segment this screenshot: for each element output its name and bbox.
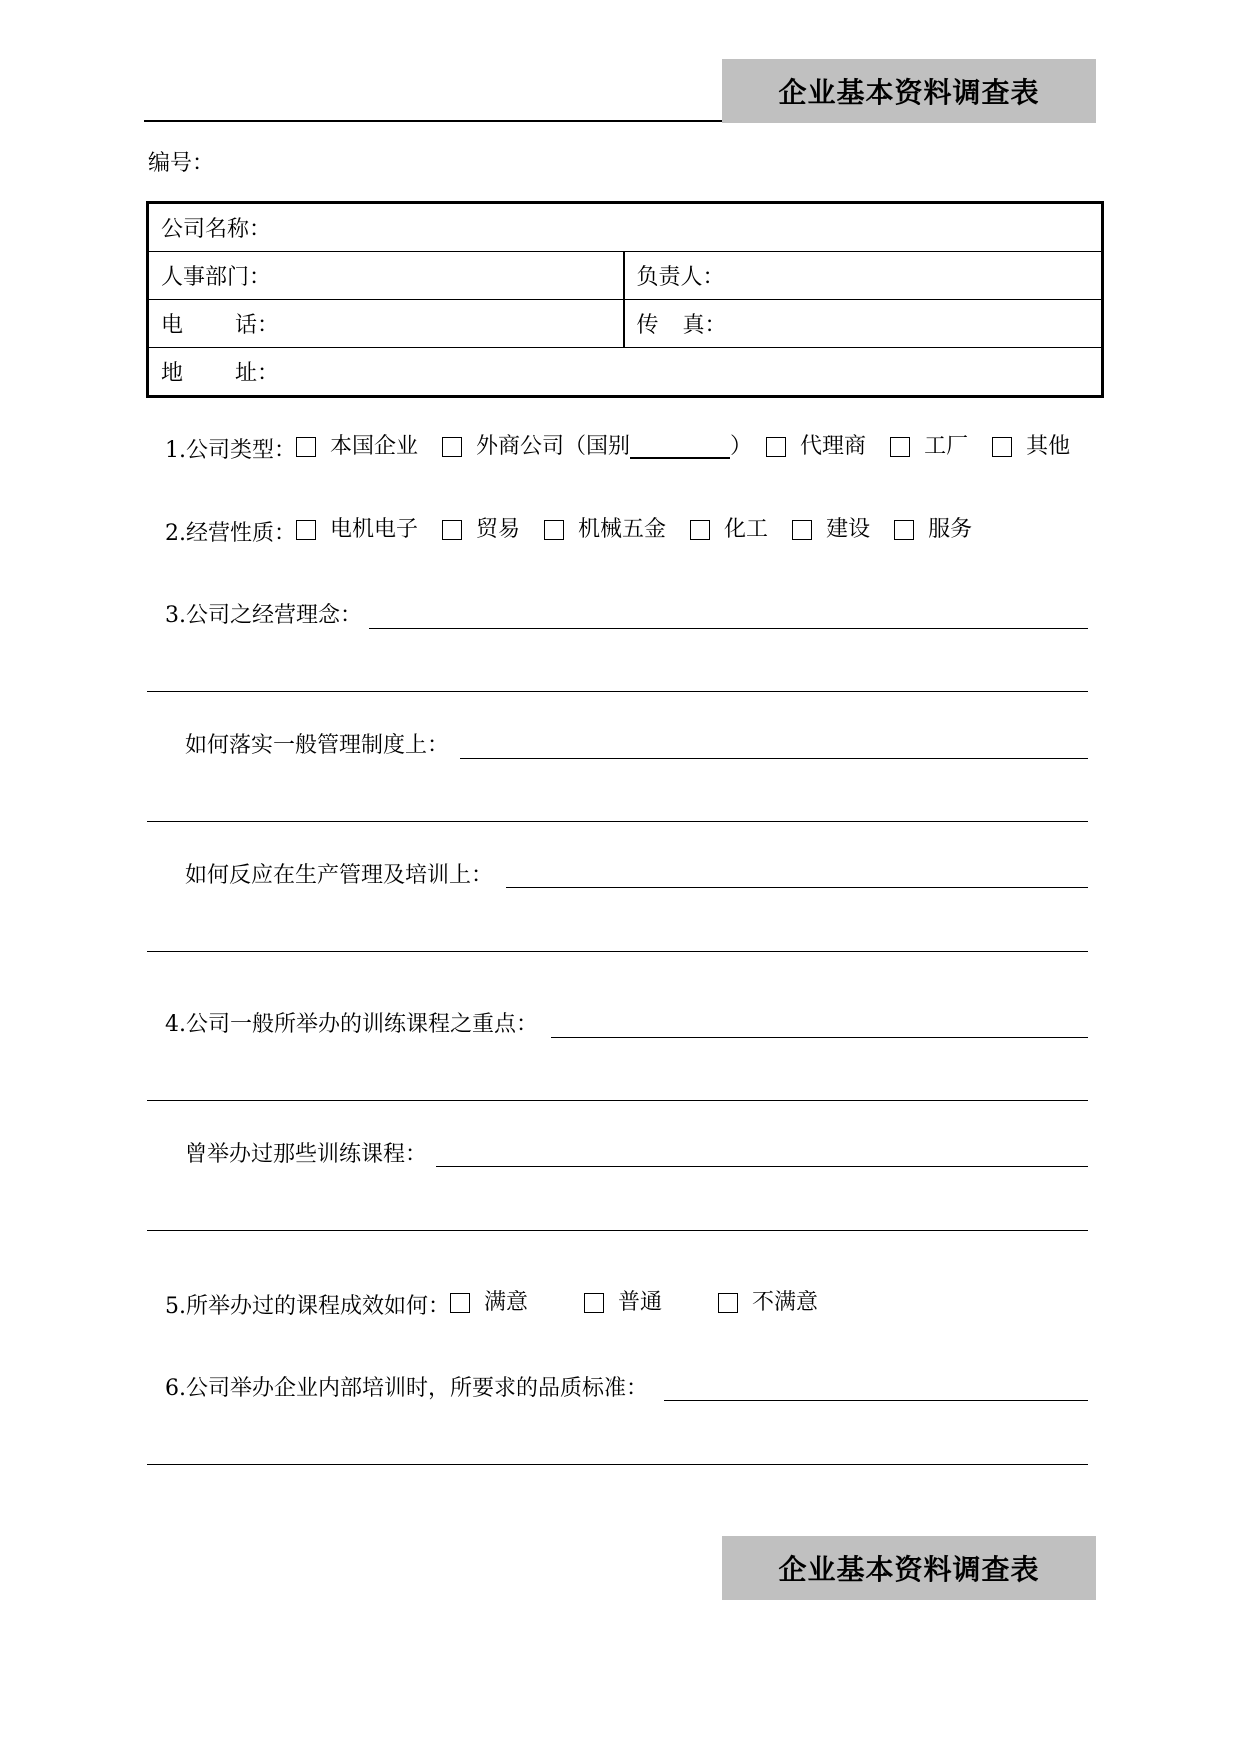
address-label-b: 址： xyxy=(235,361,280,386)
q6-answer-line-1[interactable] xyxy=(664,1400,1088,1401)
q3-label: 3.公司之经营理念： xyxy=(165,603,362,628)
q5-label: 5.所举办过的课程成效如何： xyxy=(165,1294,450,1319)
header-rule xyxy=(144,120,722,122)
q6-label: 6.公司举办企业内部培训时，所要求的品质标准： xyxy=(165,1376,648,1401)
company-name-field[interactable] xyxy=(148,203,1103,252)
q3-sub1-answer-line-1[interactable] xyxy=(460,758,1088,759)
q3-answer-line-2[interactable] xyxy=(147,691,1088,692)
q1-row xyxy=(165,432,1070,466)
q4-sub1-label: 曾举办过那些训练课程： xyxy=(185,1142,428,1167)
fax-label-b: 真： xyxy=(682,313,727,338)
q3-sub2-answer-line-2[interactable] xyxy=(147,951,1088,952)
q3-sub2-answer-line-1[interactable] xyxy=(506,887,1088,888)
q1-checkbox-factory[interactable] xyxy=(890,437,910,457)
q3-answer-line-1[interactable] xyxy=(369,628,1088,629)
q4-answer-line-2[interactable] xyxy=(147,1100,1088,1101)
q2-checkbox-construction[interactable] xyxy=(792,520,812,540)
q2-checkbox-electronics[interactable] xyxy=(296,520,316,540)
q3-sub1-answer-line-2[interactable] xyxy=(147,821,1088,822)
address-field[interactable] xyxy=(148,348,1103,397)
q2-label: 2.经营性质： xyxy=(165,521,296,546)
q1-option-factory: 工厂 xyxy=(924,434,969,459)
q2-option-service: 服务 xyxy=(928,517,973,542)
q2-checkbox-service[interactable] xyxy=(894,520,914,540)
q1-checkbox-domestic[interactable] xyxy=(296,437,316,457)
phone-field[interactable] xyxy=(148,300,624,348)
q4-label: 4.公司一般所举办的训练课程之重点： xyxy=(165,1012,538,1037)
q1-option-other: 其他 xyxy=(1026,434,1071,459)
company-info-table xyxy=(146,201,1104,398)
q1-country-input[interactable] xyxy=(630,435,730,459)
fax-label-a: 传 xyxy=(636,313,659,338)
phone-label-b: 话： xyxy=(235,313,280,338)
q6-answer-line-2[interactable] xyxy=(147,1464,1088,1465)
q2-checkbox-trade[interactable] xyxy=(442,520,462,540)
fax-field[interactable] xyxy=(624,300,1103,348)
q2-option-chemical: 化工 xyxy=(724,517,769,542)
q5-checkbox-average[interactable] xyxy=(584,1293,604,1313)
q1-checkbox-foreign[interactable] xyxy=(442,437,462,457)
q4-sub1-answer-line-1[interactable] xyxy=(436,1166,1088,1167)
person-in-charge-label: 负责人： xyxy=(636,265,725,290)
q1-label: 1.公司类型： xyxy=(165,438,296,463)
q5-option-unsatisfied: 不满意 xyxy=(752,1290,819,1315)
q5-checkbox-unsatisfied[interactable] xyxy=(718,1293,738,1313)
phone-label-a: 电 xyxy=(161,313,184,338)
q2-option-construction: 建设 xyxy=(826,517,871,542)
q2-option-trade: 贸易 xyxy=(476,517,521,542)
serial-label: 编号： xyxy=(148,151,215,176)
q2-option-electronics: 电机电子 xyxy=(330,517,419,542)
footer-title: 企业基本资料调查表 xyxy=(722,1536,1096,1600)
q1-option-foreign: 外商公司（国别 xyxy=(476,434,631,459)
q3-sub2-label: 如何反应在生产管理及培训上： xyxy=(185,863,494,888)
q4-answer-line-1[interactable] xyxy=(551,1037,1088,1038)
q5-option-average: 普通 xyxy=(618,1290,663,1315)
q5-row xyxy=(165,1288,818,1322)
q5-checkbox-satisfied[interactable] xyxy=(450,1293,470,1313)
q2-checkbox-chemical[interactable] xyxy=(690,520,710,540)
hr-dept-field[interactable] xyxy=(148,252,624,300)
q5-option-satisfied: 满意 xyxy=(484,1290,529,1315)
page-title: 企业基本资料调查表 xyxy=(722,59,1096,123)
q2-option-machinery: 机械五金 xyxy=(578,517,667,542)
q1-option-foreign-close: ） xyxy=(730,434,753,459)
q1-option-agent: 代理商 xyxy=(800,434,867,459)
q2-checkbox-machinery[interactable] xyxy=(544,520,564,540)
q3-sub1-label: 如何落实一般管理制度上： xyxy=(185,733,450,758)
address-label-a: 地 xyxy=(161,361,184,386)
q4-sub1-answer-line-2[interactable] xyxy=(147,1230,1088,1231)
q2-row xyxy=(165,515,972,549)
q1-option-domestic: 本国企业 xyxy=(330,434,419,459)
hr-dept-label: 人事部门： xyxy=(161,265,272,290)
person-in-charge-field[interactable] xyxy=(624,252,1103,300)
q1-checkbox-other[interactable] xyxy=(992,437,1012,457)
company-name-label: 公司名称： xyxy=(161,217,272,242)
q1-checkbox-agent[interactable] xyxy=(766,437,786,457)
